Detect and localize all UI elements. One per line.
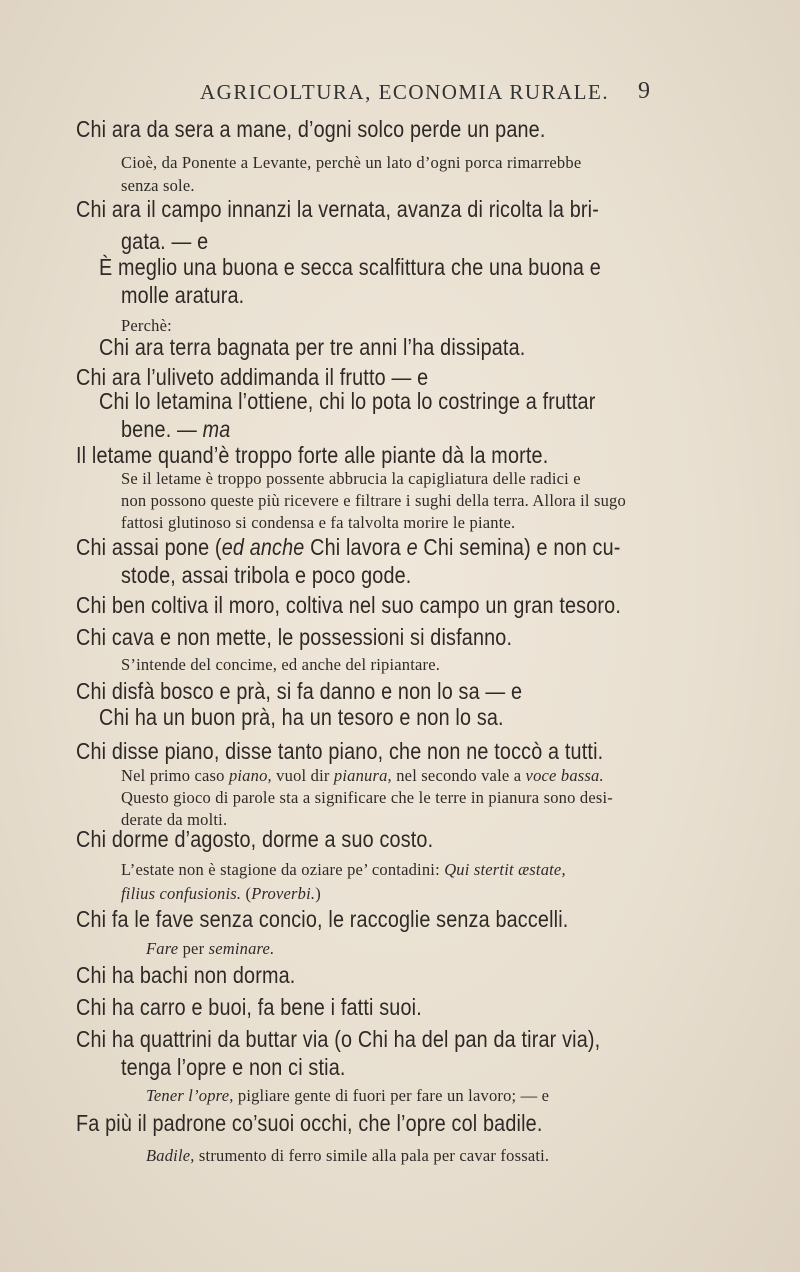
proverb-line: Chi ara l’uliveto addimanda il frutto — e	[76, 364, 429, 390]
proverb-line: Chi lo letamina l’ottiene, chi lo pota lo costringe a fruttar	[99, 388, 596, 414]
text-run: vuol dir	[271, 766, 334, 785]
italic-run: Qui stertit æstate,	[444, 860, 566, 879]
text-run: L’estate non è stagione da oziare pe’ contadini:	[121, 860, 445, 879]
italic-run: seminare.	[208, 939, 275, 958]
text-run: per	[178, 939, 209, 958]
page-header	[0, 80, 800, 108]
italic-run: pianura,	[333, 766, 392, 785]
italic-run: Badile,	[146, 1146, 195, 1165]
proverb-line: Chi ha quattrini da buttar via (o Chi ha del pan da tirar via),	[76, 1026, 601, 1052]
proverb-line: È meglio una buona e secca scalfittura che una buona e	[99, 254, 601, 280]
italic-run: Proverbi.	[251, 884, 316, 903]
proverb-line: Chi dorme d’agosto, dorme a suo costo.	[76, 826, 434, 852]
italic-run: e	[406, 534, 418, 560]
running-title: AGRICOLTURA, ECONOMIA RURALE.	[200, 80, 610, 104]
proverb-line: Chi fa le fave senza concio, le raccoglie senza baccelli.	[76, 906, 569, 932]
note-line: non possono queste più ricevere e filtrare i sughi della terra. Allora il sugo	[121, 491, 626, 510]
proverb-line: molle aratura.	[121, 282, 245, 308]
proverb-line: Il letame quand’è troppo forte alle piante dà la morte.	[76, 442, 549, 468]
note-line: Perchè:	[121, 316, 172, 335]
proverb-line: stode, assai tribola e poco gode.	[121, 562, 412, 588]
note-line	[121, 860, 566, 880]
text-run: nel secondo vale a	[391, 766, 526, 785]
note-line: fattosi glutinoso si condensa e fa talvolta morire le piante.	[121, 513, 516, 532]
italic-run: Fare	[146, 939, 179, 958]
proverb-line: Chi ha carro e buoi, fa bene i fatti suoi.	[76, 994, 422, 1020]
proverb-line: Chi ara da sera a mane, d’ogni solco perde un pane.	[76, 116, 546, 142]
text-run: (	[241, 884, 252, 903]
text-run: Chi semina) e non cu-	[417, 534, 621, 560]
note-line: Se il letame è troppo possente abbrucia la capigliatura delle radici e	[121, 469, 581, 488]
proverb-line: Chi ha bachi non dorma.	[76, 962, 296, 988]
proverb-line: Chi ha un buon prà, ha un tesoro e non lo sa.	[99, 704, 504, 730]
note-line: Cioè, da Ponente a Levante, perchè un lato d’ogni porca rimarrebbe	[121, 153, 582, 172]
italic-run: ed anche	[221, 534, 305, 560]
page-number: 9	[638, 78, 650, 104]
note-line: Questo gioco di parole sta a significare che le terre in pianura sono desi-	[121, 788, 613, 807]
text-run: Chi lavora	[304, 534, 407, 560]
proverb-line	[76, 534, 621, 561]
note-line: S’intende del concime, ed anche del ripiantare.	[121, 655, 441, 674]
text-run: Chi assai pone (	[76, 534, 222, 560]
proverb-line: Chi disse piano, disse tanto piano, che non ne toccò a tutti.	[76, 738, 604, 764]
note-line	[121, 884, 321, 904]
note-line	[146, 1146, 549, 1166]
note-line: senza sole.	[121, 176, 195, 195]
proverb-line: Chi cava e non mette, le possessioni si disfanno.	[76, 624, 513, 650]
text-run: bene. —	[121, 416, 203, 442]
italic-run: piano,	[228, 766, 272, 785]
note-line	[146, 1086, 549, 1106]
proverb-line: Chi disfà bosco e prà, si fa danno e non lo sa — e	[76, 678, 523, 704]
note-line: derate da molti.	[121, 810, 228, 829]
proverb-line: tenga l’opre e non ci stia.	[121, 1054, 346, 1080]
text-run: pigliare gente di fuori per fare un lavoro; — e	[233, 1086, 550, 1105]
proverb-line: gata. — e	[121, 228, 209, 254]
italic-run: voce bassa.	[525, 766, 604, 785]
text-run: )	[315, 884, 321, 903]
italic-run: filius confusionis.	[121, 884, 242, 903]
proverb-line: Fa più il padrone co’suoi occhi, che l’opre col badile.	[76, 1110, 543, 1136]
proverb-line: Chi ara il campo innanzi la vernata, avanza di ricolta la bri-	[76, 196, 600, 222]
italic-run: ma	[202, 416, 231, 442]
italic-run: Tener l’opre,	[146, 1086, 234, 1105]
proverb-line	[121, 416, 230, 443]
proverb-line: Chi ben coltiva il moro, coltiva nel suo campo un gran tesoro.	[76, 592, 621, 618]
text-run: Nel primo caso	[121, 766, 229, 785]
note-line	[121, 766, 604, 786]
text-run: strumento di ferro simile alla pala per cavar fossati.	[194, 1146, 550, 1165]
note-line	[146, 939, 274, 959]
proverb-line: Chi ara terra bagnata per tre anni l’ha dissipata.	[99, 334, 526, 360]
